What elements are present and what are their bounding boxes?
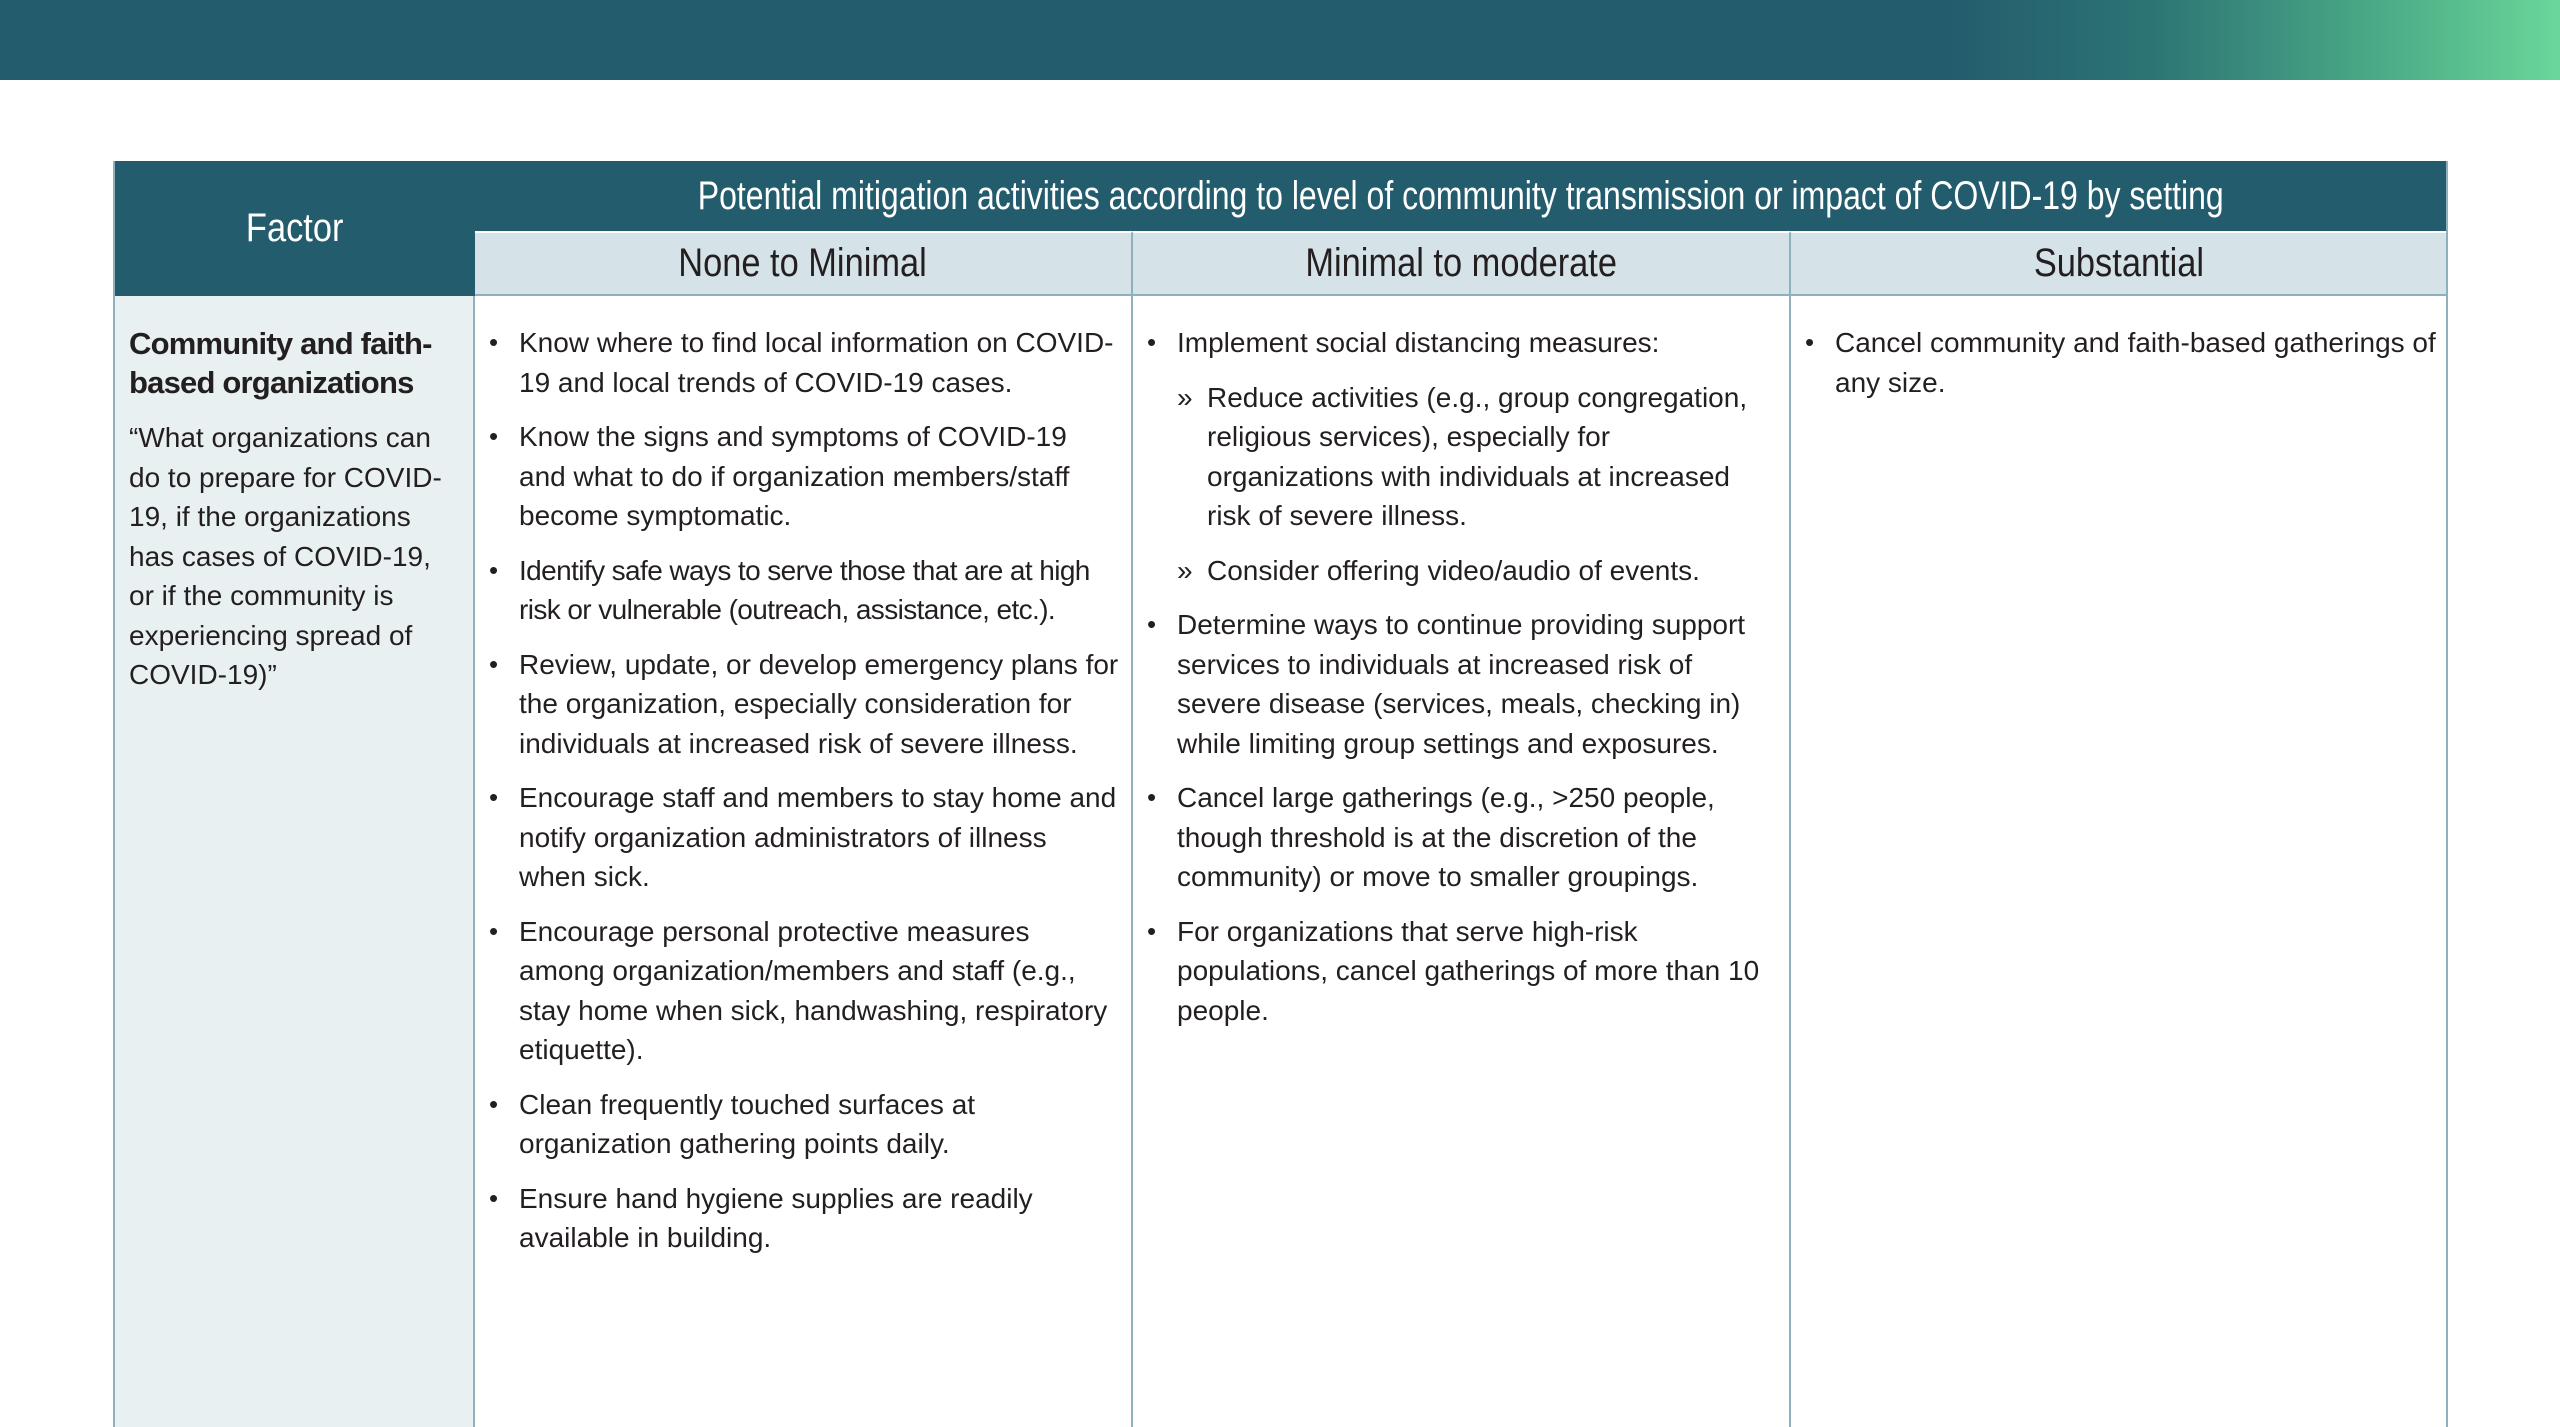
level-label: Minimal to moderate	[1305, 241, 1617, 285]
level-header-minimal-to-moderate	[1133, 231, 1791, 296]
level-header-none-to-minimal	[475, 231, 1133, 296]
list-item: • Know where to find local information on COVID-19 and local trends of COVID-19 cases.	[519, 323, 1121, 402]
list-item: • For organizations that serve high-risk populations, cancel gatherings of more than 10 people.	[1177, 912, 1779, 1031]
list-item: • Encourage personal protective measures among organization/members and staff (e.g., stay home when sick, handwashing, respiratory etiquette).	[519, 912, 1121, 1070]
minimal-to-moderate-cell	[1133, 296, 1791, 1427]
list-item	[1177, 323, 1779, 590]
minimal-to-moderate-list	[1177, 323, 1779, 1030]
list-item: • Determine ways to continue providing support services to individuals at increased risk of severe disease (services, meals, checking in) while limiting group settings and exposures.	[1177, 605, 1779, 763]
list-item: • Clean frequently touched surfaces at organization gathering points daily.	[519, 1085, 1121, 1164]
none-to-minimal-cell	[475, 296, 1133, 1427]
level-label: None to Minimal	[678, 241, 928, 285]
list-item: • Ensure hand hygiene supplies are readily available in building.	[519, 1179, 1121, 1258]
main-column-header	[475, 161, 2446, 231]
sub-list-item: » Reduce activities (e.g., group congregation, religious services), especially for organizations with individuals at increased risk of severe illness.	[1177, 378, 1779, 536]
factor-column-header	[115, 161, 475, 296]
none-to-minimal-list	[519, 323, 1121, 1258]
factor-cell	[115, 296, 475, 1427]
list-item: • Identify safe ways to serve those that are at high risk or vulnerable (outreach, assistance, etc.).	[519, 551, 1121, 630]
list-item: • Cancel large gatherings (e.g., >250 people, though threshold is at the discretion of the community) or move to smaller groupings.	[1177, 778, 1779, 897]
top-banner	[0, 0, 2560, 80]
level-label: Substantial	[2033, 241, 2204, 285]
list-item: • Review, update, or develop emergency plans for the organization, especially consideration for individuals at increased risk of severe illness.	[519, 645, 1121, 764]
factor-header-label: Factor	[246, 206, 344, 250]
factor-description: “What organizations can do to prepare for COVID-19, if the organizations has cases of COVID-19, or if the community is experiencing spread of COVID-19)”	[129, 422, 442, 690]
list-item: • Encourage staff and members to stay home and notify organization administrators of illness when sick.	[519, 778, 1121, 897]
substantial-cell	[1791, 296, 2446, 1427]
level-header-substantial	[1791, 231, 2446, 296]
substantial-list	[1835, 323, 2436, 402]
main-header-title: Potential mitigation activities according to level of community transmission or impact of COVID-19 by setting	[697, 173, 2224, 218]
list-item: • Cancel community and faith-based gatherings of any size.	[1835, 323, 2436, 402]
mitigation-table	[113, 161, 2448, 1427]
factor-title: Community and faith-based organizations	[129, 326, 432, 400]
sub-list	[1177, 378, 1779, 591]
social-distancing-text: Implement social distancing measures:	[1177, 327, 1660, 358]
list-item: • Know the signs and symptoms of COVID-19 and what to do if organization members/staff become symptomatic.	[519, 417, 1121, 536]
sub-list-item: » Consider offering video/audio of events.	[1177, 551, 1779, 591]
